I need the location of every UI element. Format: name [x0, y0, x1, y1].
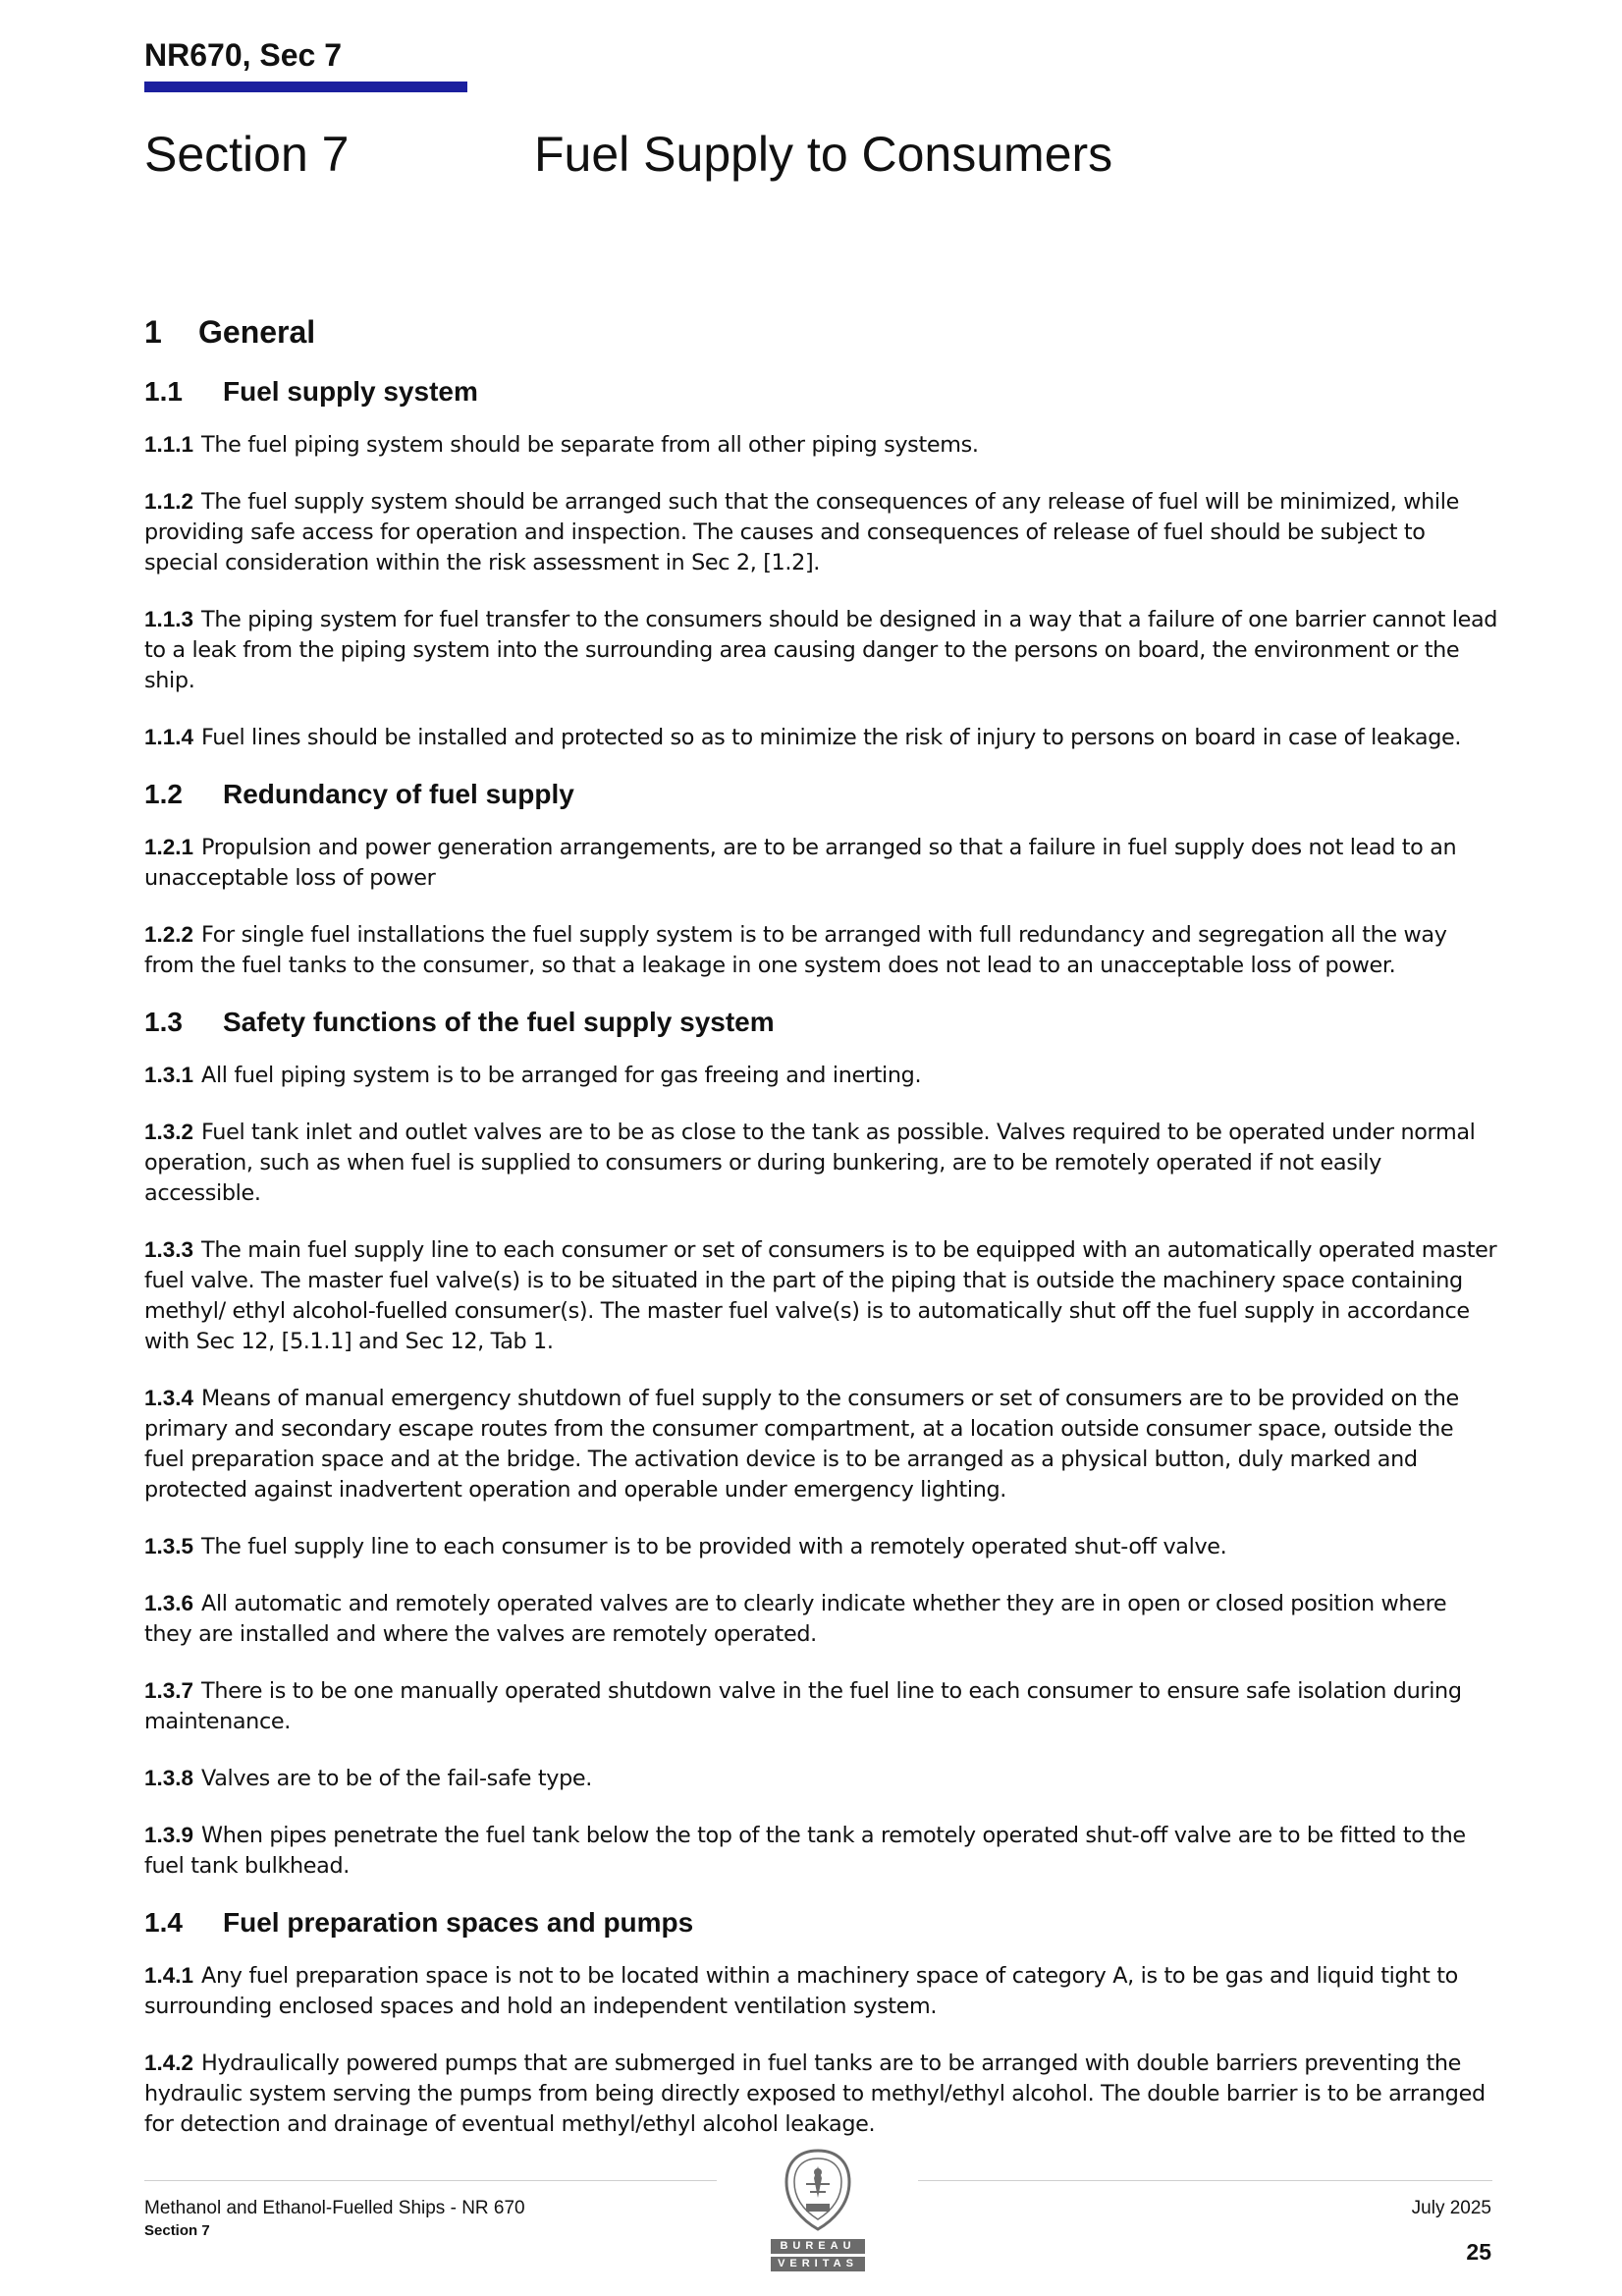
- subheading-redundancy-of-fuel-supply: [144, 779, 1499, 810]
- subheading-safety-functions: [144, 1007, 1499, 1038]
- heading-general: [144, 314, 1499, 351]
- footer-divider-right: [918, 2180, 1492, 2181]
- paragraph-1-3-1: [144, 1060, 1499, 1091]
- paragraph-text: Propulsion and power generation arrangements, are to be arranged so that a failure in fuel supply does not lead to an unacceptable loss of power: [144, 835, 1457, 891]
- subheading-title: Fuel preparation spaces and pumps: [223, 1907, 694, 1938]
- paragraph-1-2-2: [144, 919, 1499, 981]
- paragraph-number: 1.2.2: [144, 922, 194, 947]
- paragraph-number: 1.3.9: [144, 1823, 194, 1847]
- bureau-veritas-logo: [771, 2149, 865, 2276]
- subheading-title: Safety functions of the fuel supply system: [223, 1007, 775, 1037]
- heading-title: General: [198, 314, 316, 350]
- paragraph-text: The piping system for fuel transfer to the consumers should be designed in a way that a failure of one barrier cannot lead to a leak from the piping system into the surrounding area causing danger to the persons on board, the environment or the ship.: [144, 607, 1498, 693]
- paragraph-1-4-1: [144, 1960, 1499, 2022]
- logo-seal-icon: [783, 2149, 853, 2231]
- logo-word-veritas: VERITAS: [771, 2257, 865, 2271]
- paragraph-1-4-2: [144, 2048, 1499, 2140]
- subheading-title: Redundancy of fuel supply: [223, 779, 574, 809]
- paragraph-number: 1.3.4: [144, 1386, 194, 1410]
- paragraph-1-3-3: [144, 1234, 1499, 1357]
- paragraph-1-1-4: [144, 722, 1499, 753]
- paragraph-number: 1.3.1: [144, 1063, 194, 1087]
- footer-divider-left: [144, 2180, 717, 2181]
- paragraph-1-1-1: [144, 429, 1499, 461]
- subheading-fuel-supply-system: [144, 376, 1499, 408]
- paragraph-1-3-8: [144, 1763, 1499, 1794]
- paragraph-number: 1.1.2: [144, 489, 194, 514]
- paragraph-1-1-3: [144, 604, 1499, 696]
- subheading-number: 1.4: [144, 1907, 183, 1938]
- heading-number: 1: [144, 314, 162, 350]
- footer-date: July 2025: [1411, 2198, 1491, 2218]
- section-number: Section 7: [144, 127, 350, 182]
- paragraph-number: 1.3.8: [144, 1766, 194, 1790]
- paragraph-1-3-2: [144, 1117, 1499, 1209]
- paragraph-text: Valves are to be of the fail-safe type.: [201, 1766, 593, 1791]
- paragraph-number: 1.3.5: [144, 1534, 194, 1558]
- subheading-number: 1.3: [144, 1007, 183, 1037]
- paragraph-1-3-7: [144, 1675, 1499, 1737]
- paragraph-text: There is to be one manually operated shutdown valve in the fuel line to each consumer to ensure safe isolation during maintenance.: [144, 1678, 1462, 1734]
- paragraph-1-3-9: [144, 1820, 1499, 1882]
- paragraph-number: 1.3.3: [144, 1237, 194, 1262]
- paragraph-text: Means of manual emergency shutdown of fuel supply to the consumers or set of consumers are to be provided on the primary and secondary escape routes from the consumer compartment, at a location outside consumer space, outside the fuel preparation space and at the bridge. The activation device is to be arranged as a physical button, duly marked and protected against inadvertent operation and operable under emergency lighting.: [144, 1386, 1459, 1503]
- subheading-fuel-preparation-spaces: [144, 1907, 1499, 1939]
- paragraph-number: 1.4.2: [144, 2050, 194, 2075]
- paragraph-number: 1.3.6: [144, 1591, 194, 1615]
- paragraph-text: Fuel lines should be installed and protected so as to minimize the risk of injury to persons on board in case of leakage.: [201, 725, 1462, 750]
- paragraph-text: All fuel piping system is to be arranged for gas freeing and inerting.: [201, 1063, 922, 1088]
- paragraph-text: The fuel piping system should be separate from all other piping systems.: [201, 432, 979, 458]
- paragraph-text: Any fuel preparation space is not to be located within a machinery space of category A, is to be gas and liquid tight to surrounding enclosed spaces and hold an independent ventilation system.: [144, 1963, 1458, 2019]
- paragraph-1-3-5: [144, 1531, 1499, 1562]
- paragraph-text: The fuel supply system should be arranged such that the consequences of any release of fuel will be minimized, while providing safe access for operation and inspection. The causes and consequences of release of fuel should be subject to special consideration within the risk assessment in Sec 2, [1.2].: [144, 489, 1459, 575]
- document-code: NR670, Sec 7: [144, 37, 343, 73]
- paragraph-text: Fuel tank inlet and outlet valves are to be as close to the tank as possible. Valves required to be operated under normal operation, such as when fuel is supplied to consumers or during bunkering, are to be remotely operated if not easily accessible.: [144, 1120, 1476, 1206]
- paragraph-1-3-4: [144, 1383, 1499, 1505]
- subheading-title: Fuel supply system: [223, 376, 478, 407]
- paragraph-text: When pipes penetrate the fuel tank below the top of the tank a remotely operated shut-off valve are to be fitted to the fuel tank bulkhead.: [144, 1823, 1466, 1879]
- section-title: Fuel Supply to Consumers: [534, 127, 1113, 182]
- paragraph-number: 1.3.7: [144, 1678, 194, 1703]
- paragraph-number: 1.1.4: [144, 725, 194, 749]
- logo-word-bureau: BUREAU: [771, 2239, 865, 2254]
- paragraph-1-2-1: [144, 832, 1499, 894]
- paragraph-number: 1.3.2: [144, 1120, 194, 1144]
- header-accent-bar: [144, 82, 467, 92]
- paragraph-text: The fuel supply line to each consumer is to be provided with a remotely operated shut-off valve.: [201, 1534, 1227, 1559]
- paragraph-number: 1.1.3: [144, 607, 194, 631]
- subheading-number: 1.1: [144, 376, 183, 407]
- page-number: 25: [1466, 2239, 1491, 2265]
- paragraph-number: 1.2.1: [144, 835, 194, 859]
- paragraph-number: 1.4.1: [144, 1963, 194, 1988]
- paragraph-text: The main fuel supply line to each consumer or set of consumers is to be equipped with an automatically operated master fuel valve. The master fuel valve(s) is to be situated in the part of the piping that is outside the machinery space containing methyl/ ethyl alcohol-fuelled consumer(s). The master fuel valve(s) is to automatically shut off the fuel supply in accordance with Sec 12, [5.1.1] and Sec 12, Tab 1.: [144, 1237, 1497, 1354]
- paragraph-text: For single fuel installations the fuel supply system is to be arranged with full redundancy and segregation all the way from the fuel tanks to the consumer, so that a leakage in one system does not lead to an unacceptable loss of power.: [144, 922, 1447, 978]
- paragraph-text: Hydraulically powered pumps that are submerged in fuel tanks are to be arranged with double barriers preventing the hydraulic system serving the pumps from being directly exposed to methyl/ethyl alcohol. The double barrier is to be arranged for detection and drainage of eventual methyl/ethyl alcohol leakage.: [144, 2050, 1486, 2137]
- subheading-number: 1.2: [144, 779, 183, 809]
- footer-section-label: Section 7: [144, 2222, 210, 2239]
- paragraph-1-3-6: [144, 1588, 1499, 1650]
- document-body: [144, 314, 1499, 2165]
- paragraph-text: All automatic and remotely operated valves are to clearly indicate whether they are in open or closed position where they are installed and where the valves are remotely operated.: [144, 1591, 1447, 1647]
- footer-document-title: Methanol and Ethanol-Fuelled Ships - NR 670: [144, 2198, 525, 2218]
- paragraph-1-1-2: [144, 486, 1499, 578]
- paragraph-number: 1.1.1: [144, 432, 194, 457]
